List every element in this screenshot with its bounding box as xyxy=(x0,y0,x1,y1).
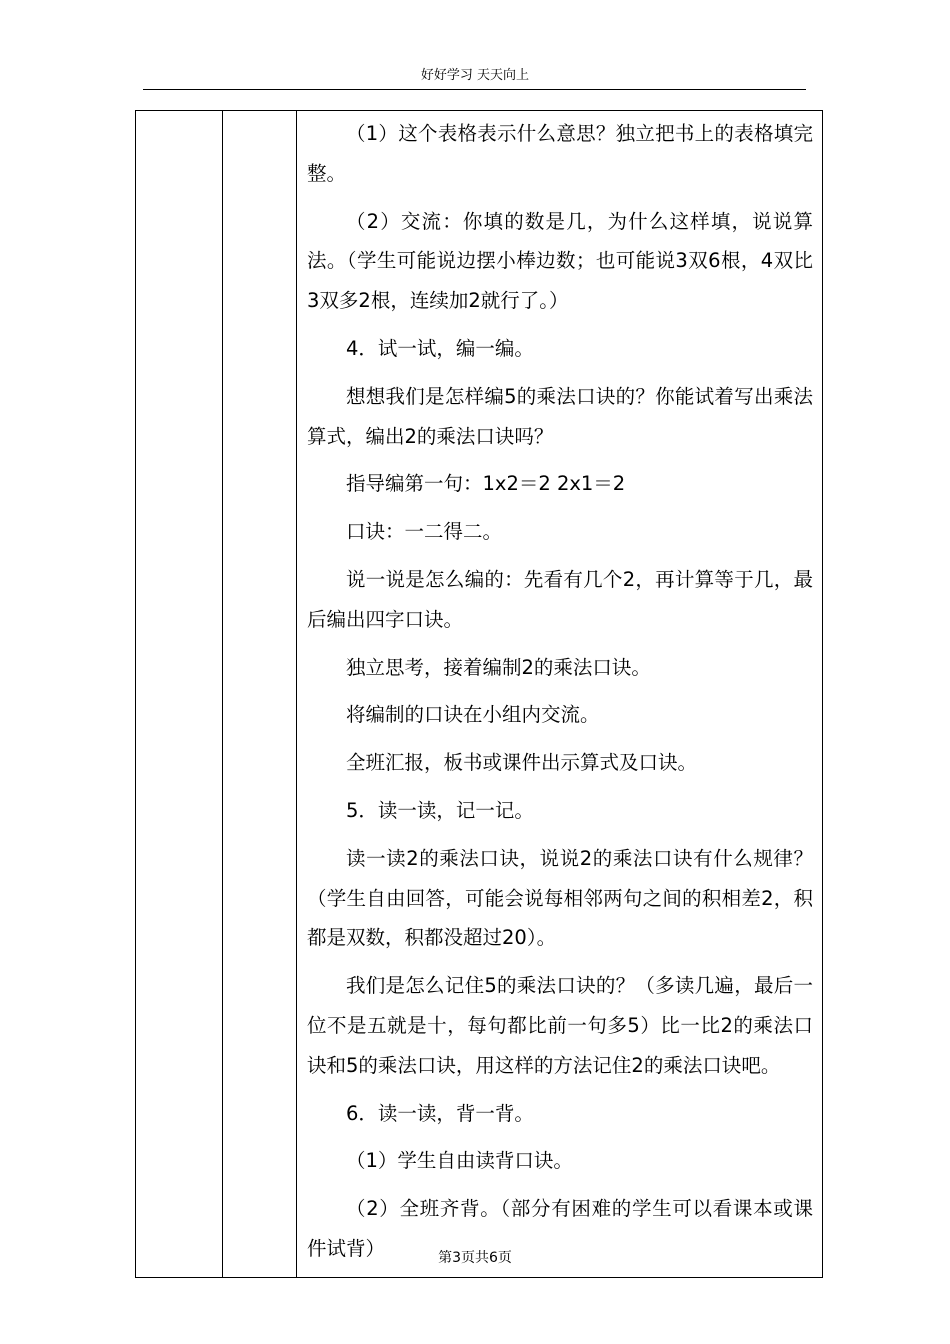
paragraph: 口诀：一二得二。 xyxy=(346,520,503,544)
table-row xyxy=(136,111,823,1278)
paragraph: 读一读2的乘法口诀，说说2的乘法口诀有什么规律？（学生自由回答，可能会说每相邻两句之间的积相差2，积都是双数，积都没超过20）。 xyxy=(307,846,813,950)
empty-cell-2 xyxy=(223,111,297,1278)
paragraph: 我们是怎么记住5的乘法口诀的？（多读几遍，最后一位不是五就是十，每句都比前一句多5）比一比2的乘法口诀和5的乘法口诀，用这样的方法记住2的乘法口诀吧。 xyxy=(307,974,813,1077)
paragraph: 将编制的口诀在小组内交流。 xyxy=(346,703,600,727)
paragraph: 想想我们是怎样编5的乘法口诀的？你能试着写出乘法算式，编出2的乘法口诀吗？ xyxy=(307,384,813,448)
paragraph: （2）交流：你填的数是几，为什么这样填，说说算法。（学生可能说边摆小棒边数；也可能说3双6根，4双比3双多2根，连续加2就行了。） xyxy=(307,209,813,313)
paragraph: 指导编第一句：1x2＝2 2x1＝2 xyxy=(346,472,626,496)
empty-cell-1 xyxy=(136,111,223,1278)
paragraph: 独立思考，接着编制2的乘法口诀。 xyxy=(346,655,651,679)
paragraph: 4．试一试，编一编。 xyxy=(346,336,534,360)
paragraph: 6．读一读，背一背。 xyxy=(346,1101,534,1125)
paragraph: 5．读一读，记一记。 xyxy=(346,798,534,822)
paragraph: 说一说是怎么编的：先看有几个2，再计算等于几，最后编出四字口诀。 xyxy=(307,567,813,631)
paragraph: （2）全班齐背。（部分有困难的学生可以看课本或课件试背） xyxy=(307,1197,813,1260)
paragraph: 全班汇报，板书或课件出示算式及口诀。 xyxy=(346,751,698,775)
paragraph: （1）这个表格表示什么意思？独立把书上的表格填完整。 xyxy=(307,122,813,185)
lesson-content xyxy=(297,111,822,1269)
content-cell xyxy=(297,111,823,1278)
lesson-table xyxy=(135,110,823,1278)
page-footer: 第3页共6页 xyxy=(438,1250,512,1266)
paragraph: （1）学生自由读背口诀。 xyxy=(346,1149,573,1173)
page-header: 好好学习 天天向上 xyxy=(420,68,530,83)
header-rule xyxy=(143,89,806,90)
